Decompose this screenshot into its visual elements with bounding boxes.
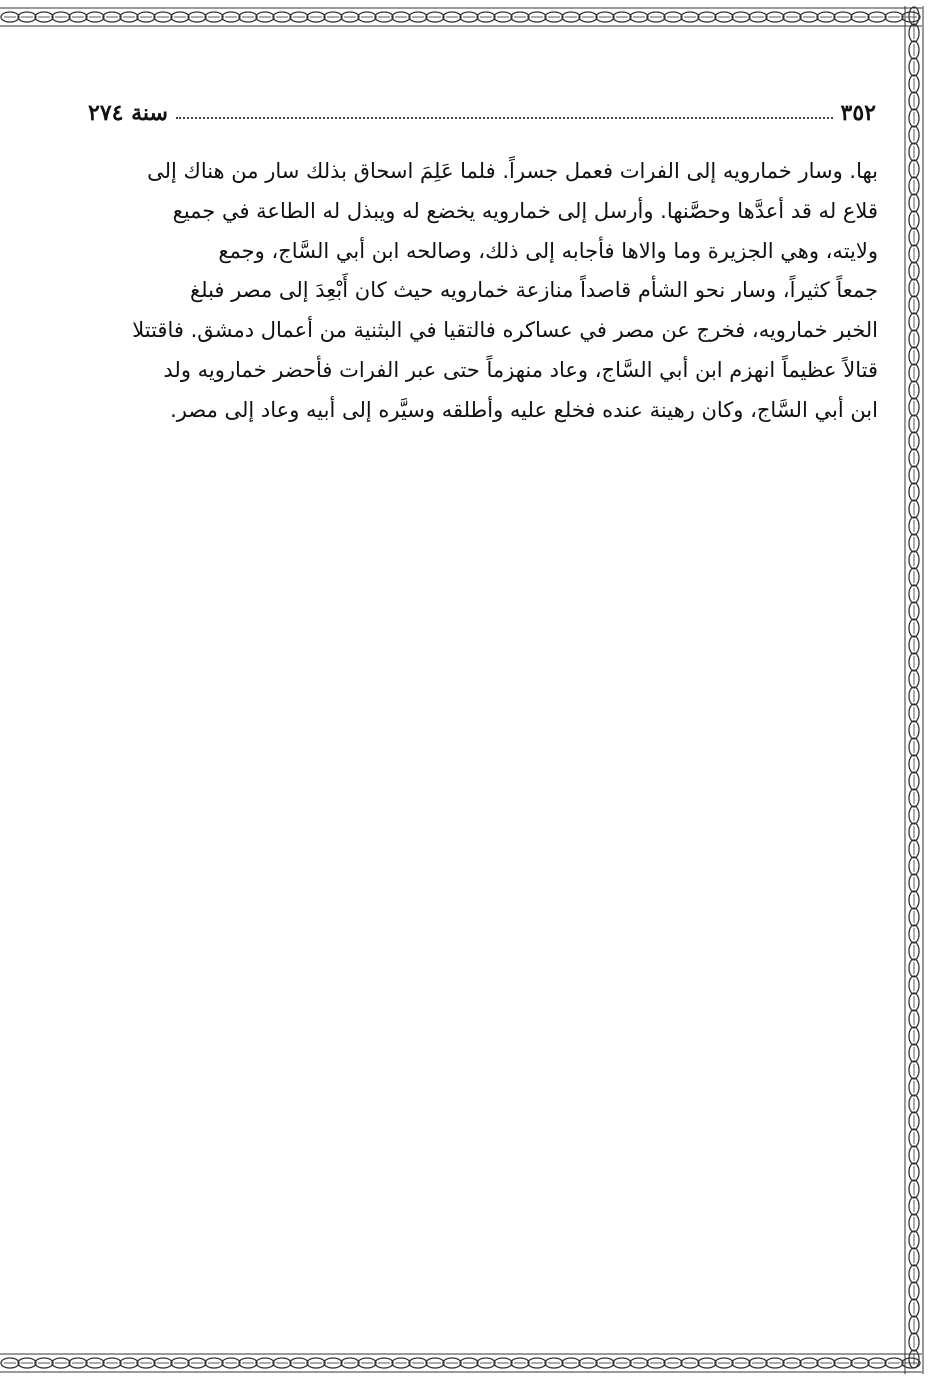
page-number: ٣٥٢ — [840, 100, 876, 126]
text-line: ولايته، وهي الجزيرة وما والاها فأجابه إلى ذلك، وصالحه ابن أبي السَّاج، وجمع — [218, 238, 878, 263]
text-line: ابن أبي السَّاج، وكان رهينة عنده فخلع عليه وأطلقه وسيَّره إلى أبيه وعاد إلى مصر. — [170, 397, 878, 422]
decorative-border-top — [0, 6, 922, 28]
text-line: الخبر خمارويه، فخرج عن مصر في عساكره فالتقيا في البثنية من أعمال دمشق. فاقتتلا — [132, 318, 878, 343]
text-line: قتالاً عظيماً انهزم ابن أبي السَّاج، وعاد منهزماً حتى عبر الفرات فأحضر خمارويه ولد — [163, 357, 878, 382]
body-paragraph — [88, 152, 878, 431]
page-header — [88, 98, 876, 128]
year-label: سنة ٢٧٤ — [88, 100, 168, 126]
text-line: بها. وسار خمارويه إلى الفرات فعمل جسراً. فلما عَلِمَ اسحاق بذلك سار من هناك إلى — [147, 159, 878, 183]
text-line: قلاع له قد أعدَّها وحصَّنها. وأرسل إلى خمارويه يخضع له ويبذل له الطاعة في جميع — [172, 198, 878, 223]
decorative-border-right — [903, 6, 925, 1374]
text-line: جمعاً كثيراً، وسار نحو الشأم قاصداً منازعة خمارويه حيث كان أَبْعِدَ إلى مصر فبلغ — [189, 278, 878, 303]
decorative-border-bottom — [0, 1352, 922, 1374]
header-dot-leader — [176, 117, 833, 119]
